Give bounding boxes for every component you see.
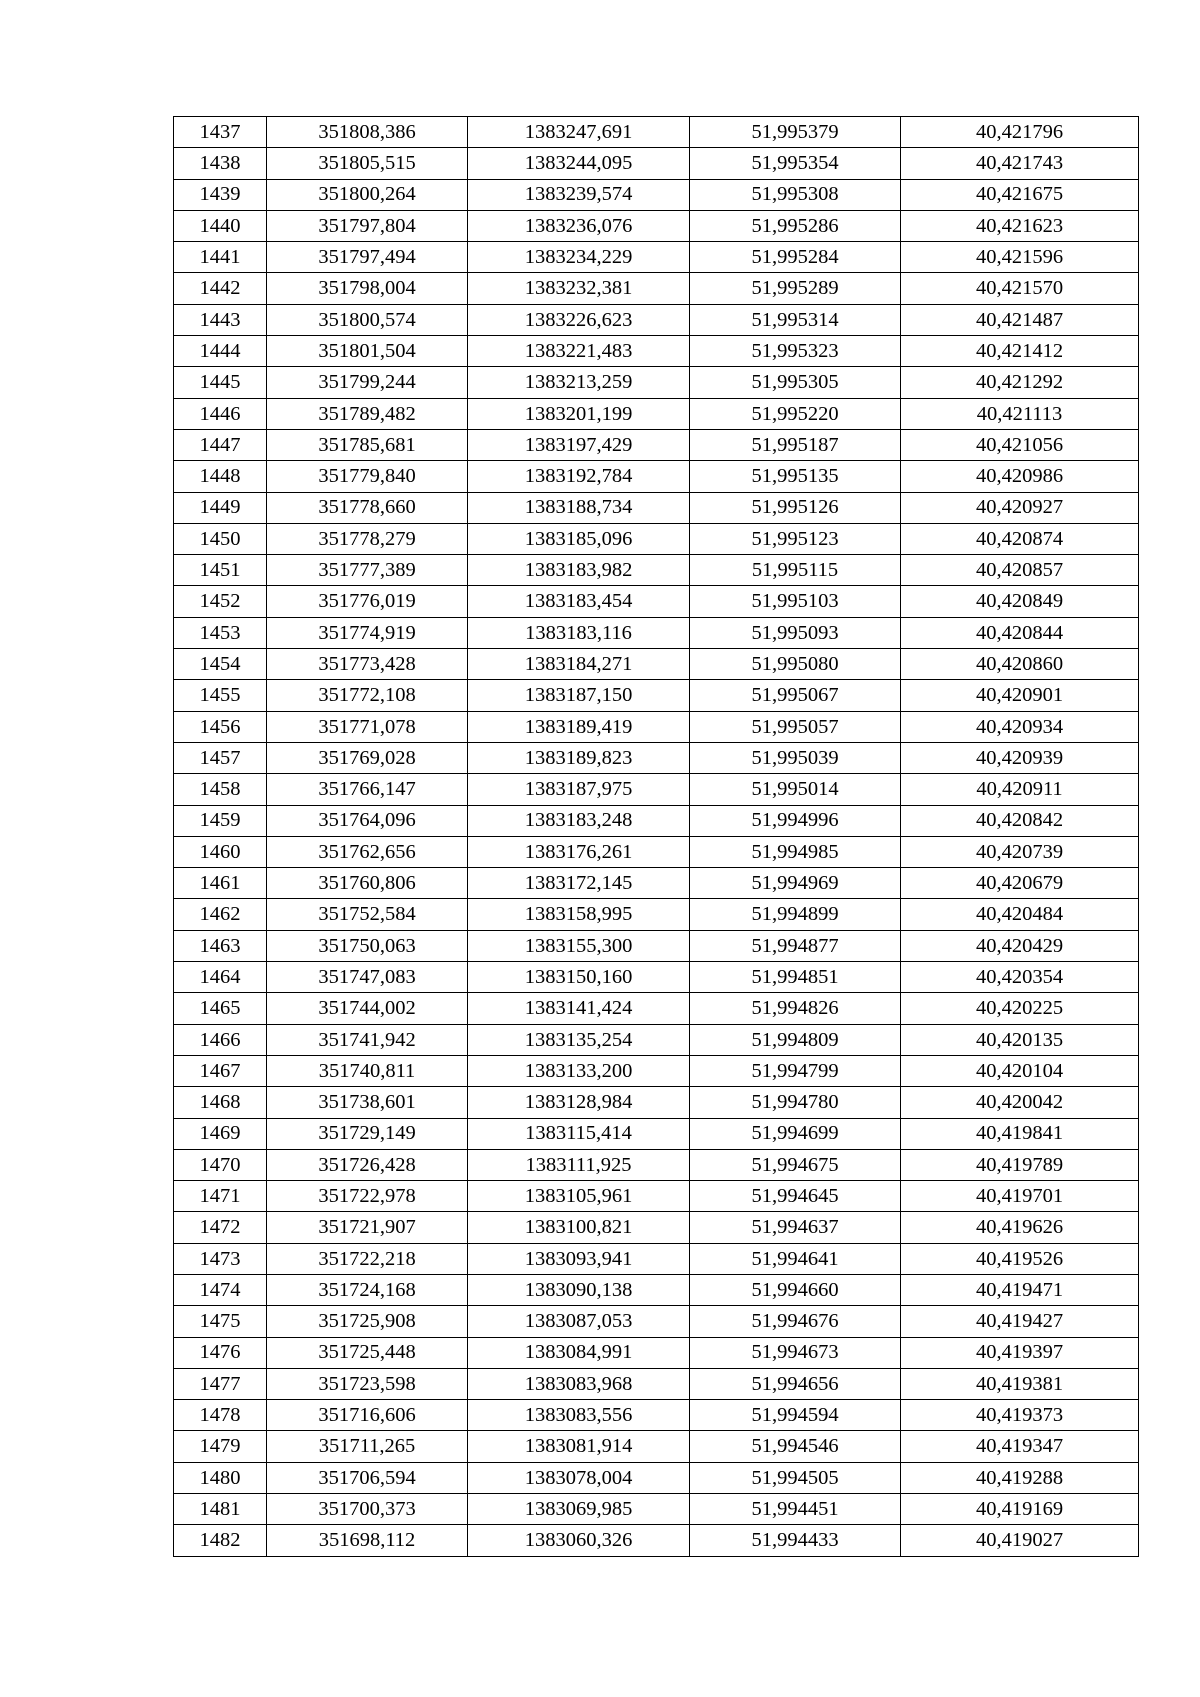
latitude-cell: 51,994780 [690,1087,901,1118]
x-coordinate-cell: 351762,656 [267,836,468,867]
y-coordinate-cell: 1383189,419 [468,711,690,742]
longitude-cell: 40,420679 [901,868,1139,899]
table-row [174,461,1139,492]
longitude-cell: 40,420135 [901,1024,1139,1055]
longitude-cell: 40,420901 [901,680,1139,711]
x-coordinate-cell: 351722,218 [267,1243,468,1274]
point-number-cell: 1467 [174,1055,267,1086]
latitude-cell: 51,995115 [690,555,901,586]
table-row [174,1431,1139,1462]
longitude-cell: 40,420739 [901,836,1139,867]
y-coordinate-cell: 1383100,821 [468,1212,690,1243]
point-number-cell: 1474 [174,1274,267,1305]
x-coordinate-cell: 351764,096 [267,805,468,836]
latitude-cell: 51,994546 [690,1431,901,1462]
y-coordinate-cell: 1383176,261 [468,836,690,867]
x-coordinate-cell: 351752,584 [267,899,468,930]
table-row [174,742,1139,773]
latitude-cell: 51,995057 [690,711,901,742]
point-number-cell: 1460 [174,836,267,867]
y-coordinate-cell: 1383172,145 [468,868,690,899]
latitude-cell: 51,994505 [690,1462,901,1493]
y-coordinate-cell: 1383115,414 [468,1118,690,1149]
y-coordinate-cell: 1383060,326 [468,1525,690,1556]
latitude-cell: 51,994594 [690,1400,901,1431]
y-coordinate-cell: 1383111,925 [468,1149,690,1180]
point-number-cell: 1447 [174,429,267,460]
y-coordinate-cell: 1383236,076 [468,210,690,241]
y-coordinate-cell: 1383213,259 [468,367,690,398]
longitude-cell: 40,419373 [901,1400,1139,1431]
latitude-cell: 51,995323 [690,336,901,367]
table-row [174,868,1139,899]
y-coordinate-cell: 1383087,053 [468,1306,690,1337]
longitude-cell: 40,420842 [901,805,1139,836]
y-coordinate-cell: 1383105,961 [468,1181,690,1212]
latitude-cell: 51,994985 [690,836,901,867]
longitude-cell: 40,419789 [901,1149,1139,1180]
table-row [174,586,1139,617]
x-coordinate-cell: 351729,149 [267,1118,468,1149]
table-row [174,336,1139,367]
latitude-cell: 51,994799 [690,1055,901,1086]
latitude-cell: 51,994637 [690,1212,901,1243]
table-row [174,1055,1139,1086]
point-number-cell: 1457 [174,742,267,773]
longitude-cell: 40,419427 [901,1306,1139,1337]
latitude-cell: 51,994641 [690,1243,901,1274]
y-coordinate-cell: 1383183,982 [468,555,690,586]
latitude-cell: 51,994675 [690,1149,901,1180]
longitude-cell: 40,420104 [901,1055,1139,1086]
table-row [174,680,1139,711]
point-number-cell: 1440 [174,210,267,241]
y-coordinate-cell: 1383232,381 [468,273,690,304]
longitude-cell: 40,421412 [901,336,1139,367]
longitude-cell: 40,419701 [901,1181,1139,1212]
point-number-cell: 1453 [174,617,267,648]
latitude-cell: 51,994433 [690,1525,901,1556]
table-row [174,899,1139,930]
table-row [174,993,1139,1024]
latitude-cell: 51,995103 [690,586,901,617]
longitude-cell: 40,420429 [901,930,1139,961]
point-number-cell: 1455 [174,680,267,711]
point-number-cell: 1441 [174,242,267,273]
x-coordinate-cell: 351740,811 [267,1055,468,1086]
y-coordinate-cell: 1383201,199 [468,398,690,429]
latitude-cell: 51,995284 [690,242,901,273]
longitude-cell: 40,419027 [901,1525,1139,1556]
longitude-cell: 40,421796 [901,117,1139,148]
latitude-cell: 51,994899 [690,899,901,930]
longitude-cell: 40,421570 [901,273,1139,304]
point-number-cell: 1449 [174,492,267,523]
latitude-cell: 51,995067 [690,680,901,711]
y-coordinate-cell: 1383081,914 [468,1431,690,1462]
point-number-cell: 1475 [174,1306,267,1337]
x-coordinate-cell: 351800,574 [267,304,468,335]
x-coordinate-cell: 351760,806 [267,868,468,899]
point-number-cell: 1482 [174,1525,267,1556]
x-coordinate-cell: 351800,264 [267,179,468,210]
latitude-cell: 51,994699 [690,1118,901,1149]
table-row [174,930,1139,961]
table-row [174,617,1139,648]
longitude-cell: 40,421113 [901,398,1139,429]
y-coordinate-cell: 1383155,300 [468,930,690,961]
y-coordinate-cell: 1383183,454 [468,586,690,617]
latitude-cell: 51,995093 [690,617,901,648]
point-number-cell: 1462 [174,899,267,930]
latitude-cell: 51,995014 [690,774,901,805]
table-row [174,1462,1139,1493]
x-coordinate-cell: 351801,504 [267,336,468,367]
point-number-cell: 1471 [174,1181,267,1212]
x-coordinate-cell: 351766,147 [267,774,468,805]
point-number-cell: 1479 [174,1431,267,1462]
x-coordinate-cell: 351797,494 [267,242,468,273]
table-row [174,1274,1139,1305]
x-coordinate-cell: 351744,002 [267,993,468,1024]
point-number-cell: 1452 [174,586,267,617]
x-coordinate-cell: 351808,386 [267,117,468,148]
table-row [174,148,1139,179]
x-coordinate-cell: 351725,448 [267,1337,468,1368]
longitude-cell: 40,420986 [901,461,1139,492]
x-coordinate-cell: 351799,244 [267,367,468,398]
y-coordinate-cell: 1383221,483 [468,336,690,367]
table-row [174,1306,1139,1337]
point-number-cell: 1469 [174,1118,267,1149]
point-number-cell: 1439 [174,179,267,210]
y-coordinate-cell: 1383141,424 [468,993,690,1024]
latitude-cell: 51,994809 [690,1024,901,1055]
table-row [174,836,1139,867]
x-coordinate-cell: 351785,681 [267,429,468,460]
x-coordinate-cell: 351706,594 [267,1462,468,1493]
longitude-cell: 40,420225 [901,993,1139,1024]
y-coordinate-cell: 1383226,623 [468,304,690,335]
table-row [174,962,1139,993]
table-row [174,1087,1139,1118]
table-row [174,1243,1139,1274]
y-coordinate-cell: 1383083,556 [468,1400,690,1431]
x-coordinate-cell: 351750,063 [267,930,468,961]
y-coordinate-cell: 1383234,229 [468,242,690,273]
longitude-cell: 40,420934 [901,711,1139,742]
x-coordinate-cell: 351726,428 [267,1149,468,1180]
x-coordinate-cell: 351771,078 [267,711,468,742]
y-coordinate-cell: 1383192,784 [468,461,690,492]
table-row [174,429,1139,460]
coordinates-table-body [174,117,1139,1557]
latitude-cell: 51,995305 [690,367,901,398]
latitude-cell: 51,994851 [690,962,901,993]
latitude-cell: 51,995379 [690,117,901,148]
x-coordinate-cell: 351798,004 [267,273,468,304]
table-row [174,1149,1139,1180]
y-coordinate-cell: 1383083,968 [468,1368,690,1399]
point-number-cell: 1464 [174,962,267,993]
latitude-cell: 51,995286 [690,210,901,241]
y-coordinate-cell: 1383184,271 [468,649,690,680]
table-row [174,1368,1139,1399]
point-number-cell: 1454 [174,649,267,680]
latitude-cell: 51,995289 [690,273,901,304]
table-row [174,304,1139,335]
point-number-cell: 1445 [174,367,267,398]
x-coordinate-cell: 351741,942 [267,1024,468,1055]
table-row [174,649,1139,680]
longitude-cell: 40,420927 [901,492,1139,523]
x-coordinate-cell: 351797,804 [267,210,468,241]
point-number-cell: 1443 [174,304,267,335]
x-coordinate-cell: 351700,373 [267,1494,468,1525]
point-number-cell: 1437 [174,117,267,148]
longitude-cell: 40,419626 [901,1212,1139,1243]
table-row [174,1525,1139,1556]
x-coordinate-cell: 351769,028 [267,742,468,773]
longitude-cell: 40,421056 [901,429,1139,460]
table-row [174,523,1139,554]
point-number-cell: 1458 [174,774,267,805]
longitude-cell: 40,419381 [901,1368,1139,1399]
x-coordinate-cell: 351725,908 [267,1306,468,1337]
longitude-cell: 40,420857 [901,555,1139,586]
latitude-cell: 51,994969 [690,868,901,899]
y-coordinate-cell: 1383069,985 [468,1494,690,1525]
y-coordinate-cell: 1383128,984 [468,1087,690,1118]
latitude-cell: 51,995314 [690,304,901,335]
latitude-cell: 51,995126 [690,492,901,523]
point-number-cell: 1465 [174,993,267,1024]
latitude-cell: 51,995039 [690,742,901,773]
latitude-cell: 51,994660 [690,1274,901,1305]
longitude-cell: 40,421623 [901,210,1139,241]
latitude-cell: 51,994826 [690,993,901,1024]
table-row [174,273,1139,304]
x-coordinate-cell: 351778,660 [267,492,468,523]
point-number-cell: 1470 [174,1149,267,1180]
point-number-cell: 1444 [174,336,267,367]
y-coordinate-cell: 1383187,975 [468,774,690,805]
point-number-cell: 1478 [174,1400,267,1431]
y-coordinate-cell: 1383090,138 [468,1274,690,1305]
latitude-cell: 51,994996 [690,805,901,836]
x-coordinate-cell: 351724,168 [267,1274,468,1305]
longitude-cell: 40,421487 [901,304,1139,335]
y-coordinate-cell: 1383239,574 [468,179,690,210]
y-coordinate-cell: 1383183,248 [468,805,690,836]
longitude-cell: 40,419526 [901,1243,1139,1274]
y-coordinate-cell: 1383187,150 [468,680,690,711]
longitude-cell: 40,419841 [901,1118,1139,1149]
table-row [174,210,1139,241]
longitude-cell: 40,420484 [901,899,1139,930]
x-coordinate-cell: 351722,978 [267,1181,468,1212]
point-number-cell: 1448 [174,461,267,492]
longitude-cell: 40,419471 [901,1274,1139,1305]
table-row [174,1181,1139,1212]
table-row [174,117,1139,148]
coordinates-table [173,116,1139,1557]
longitude-cell: 40,421292 [901,367,1139,398]
table-row [174,774,1139,805]
table-row [174,1024,1139,1055]
table-row [174,398,1139,429]
longitude-cell: 40,420860 [901,649,1139,680]
y-coordinate-cell: 1383247,691 [468,117,690,148]
x-coordinate-cell: 351738,601 [267,1087,468,1118]
latitude-cell: 51,994656 [690,1368,901,1399]
longitude-cell: 40,420911 [901,774,1139,805]
point-number-cell: 1477 [174,1368,267,1399]
latitude-cell: 51,995187 [690,429,901,460]
longitude-cell: 40,419288 [901,1462,1139,1493]
y-coordinate-cell: 1383093,941 [468,1243,690,1274]
x-coordinate-cell: 351711,265 [267,1431,468,1462]
point-number-cell: 1466 [174,1024,267,1055]
longitude-cell: 40,421596 [901,242,1139,273]
latitude-cell: 51,995354 [690,148,901,179]
x-coordinate-cell: 351698,112 [267,1525,468,1556]
point-number-cell: 1456 [174,711,267,742]
x-coordinate-cell: 351778,279 [267,523,468,554]
table-row [174,805,1139,836]
table-row [174,492,1139,523]
y-coordinate-cell: 1383135,254 [468,1024,690,1055]
y-coordinate-cell: 1383244,095 [468,148,690,179]
x-coordinate-cell: 351777,389 [267,555,468,586]
point-number-cell: 1446 [174,398,267,429]
x-coordinate-cell: 351776,019 [267,586,468,617]
point-number-cell: 1473 [174,1243,267,1274]
latitude-cell: 51,994676 [690,1306,901,1337]
longitude-cell: 40,420939 [901,742,1139,773]
y-coordinate-cell: 1383197,429 [468,429,690,460]
table-row [174,1494,1139,1525]
point-number-cell: 1463 [174,930,267,961]
longitude-cell: 40,420042 [901,1087,1139,1118]
y-coordinate-cell: 1383133,200 [468,1055,690,1086]
longitude-cell: 40,419169 [901,1494,1139,1525]
table-row [174,1337,1139,1368]
table-row [174,555,1139,586]
table-row [174,179,1139,210]
latitude-cell: 51,994451 [690,1494,901,1525]
latitude-cell: 51,995080 [690,649,901,680]
point-number-cell: 1450 [174,523,267,554]
latitude-cell: 51,994645 [690,1181,901,1212]
latitude-cell: 51,995220 [690,398,901,429]
point-number-cell: 1451 [174,555,267,586]
y-coordinate-cell: 1383158,995 [468,899,690,930]
latitude-cell: 51,995308 [690,179,901,210]
table-row [174,1118,1139,1149]
point-number-cell: 1442 [174,273,267,304]
y-coordinate-cell: 1383078,004 [468,1462,690,1493]
y-coordinate-cell: 1383189,823 [468,742,690,773]
x-coordinate-cell: 351772,108 [267,680,468,711]
point-number-cell: 1480 [174,1462,267,1493]
longitude-cell: 40,419347 [901,1431,1139,1462]
latitude-cell: 51,994673 [690,1337,901,1368]
latitude-cell: 51,994877 [690,930,901,961]
point-number-cell: 1461 [174,868,267,899]
longitude-cell: 40,421743 [901,148,1139,179]
latitude-cell: 51,995123 [690,523,901,554]
x-coordinate-cell: 351805,515 [267,148,468,179]
latitude-cell: 51,995135 [690,461,901,492]
x-coordinate-cell: 351773,428 [267,649,468,680]
point-number-cell: 1438 [174,148,267,179]
table-row [174,1400,1139,1431]
point-number-cell: 1468 [174,1087,267,1118]
longitude-cell: 40,420874 [901,523,1139,554]
table-row [174,242,1139,273]
longitude-cell: 40,419397 [901,1337,1139,1368]
table-row [174,367,1139,398]
y-coordinate-cell: 1383183,116 [468,617,690,648]
longitude-cell: 40,420844 [901,617,1139,648]
x-coordinate-cell: 351716,606 [267,1400,468,1431]
longitude-cell: 40,420354 [901,962,1139,993]
x-coordinate-cell: 351723,598 [267,1368,468,1399]
point-number-cell: 1459 [174,805,267,836]
longitude-cell: 40,420849 [901,586,1139,617]
x-coordinate-cell: 351774,919 [267,617,468,648]
y-coordinate-cell: 1383185,096 [468,523,690,554]
y-coordinate-cell: 1383150,160 [468,962,690,993]
y-coordinate-cell: 1383084,991 [468,1337,690,1368]
table-row [174,711,1139,742]
x-coordinate-cell: 351721,907 [267,1212,468,1243]
longitude-cell: 40,421675 [901,179,1139,210]
point-number-cell: 1476 [174,1337,267,1368]
x-coordinate-cell: 351789,482 [267,398,468,429]
point-number-cell: 1472 [174,1212,267,1243]
y-coordinate-cell: 1383188,734 [468,492,690,523]
point-number-cell: 1481 [174,1494,267,1525]
x-coordinate-cell: 351747,083 [267,962,468,993]
x-coordinate-cell: 351779,840 [267,461,468,492]
table-row [174,1212,1139,1243]
